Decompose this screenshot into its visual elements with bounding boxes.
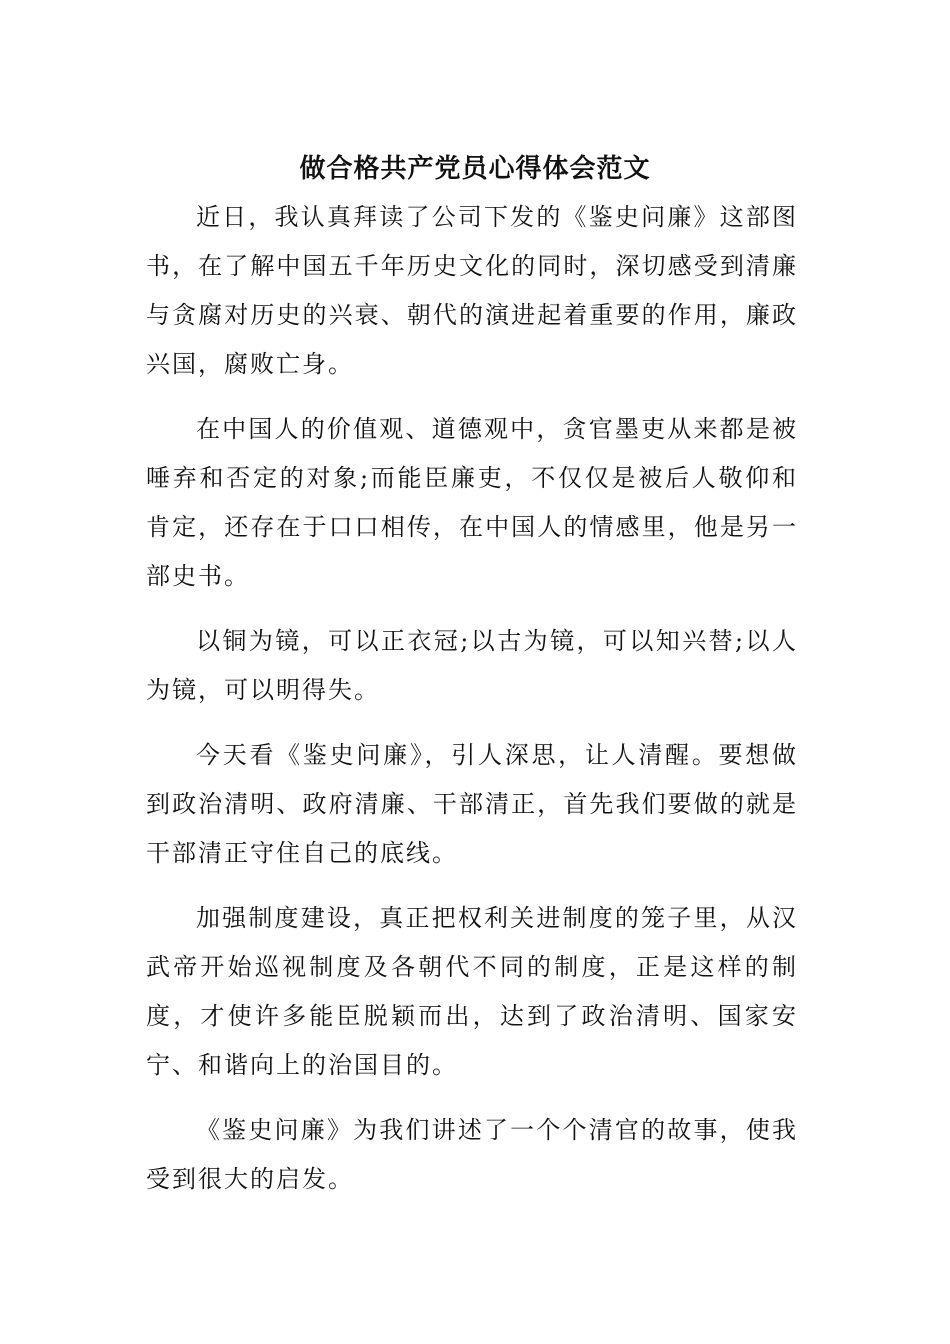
paragraph-1: 近日，我认真拜读了公司下发的《鉴史问廉》这部图书，在了解中国五千年历史文化的同时，深切感受到清廉与贪腐对历史的兴衰、朝代的演进起着重要的作用，廉政兴国，腐败亡身。 [146,203,798,378]
paragraph-2: 在中国人的价值观、道德观中，贪官墨吏从来都是被唾弃和否定的对象;而能臣廉吏，不仅仅是被后人敬仰和肯定，还存在于口口相传，在中国人的情感里，他是另一部史书。 [146,415,798,590]
document-title: 做合格共产党员心得体会范文 [299,154,651,185]
paragraph-5: 加强制度建设，真正把权利关进制度的笼子里，从汉武帝开始巡视制度及各朝代不同的制度，正是这样的制度，才使许多能臣脱颖而出，达到了政治清明、国家安宁、和谐向上的治国目的。 [146,904,798,1079]
paragraph-4: 今天看《鉴史问廉》，引人深思，让人清醒。要想做到政治清明、政府清廉、干部清正，首先我们要做的就是干部清正守住自己的底线。 [146,741,798,867]
document-body [146,193,798,1220]
paragraph-3: 以铜为镜，可以正衣冠;以古为镜，可以知兴替;以人为镜，可以明得失。 [146,627,798,704]
paragraph-6: 《鉴史问廉》为我们讲述了一个个清官的故事，使我受到很大的启发。 [146,1116,798,1193]
